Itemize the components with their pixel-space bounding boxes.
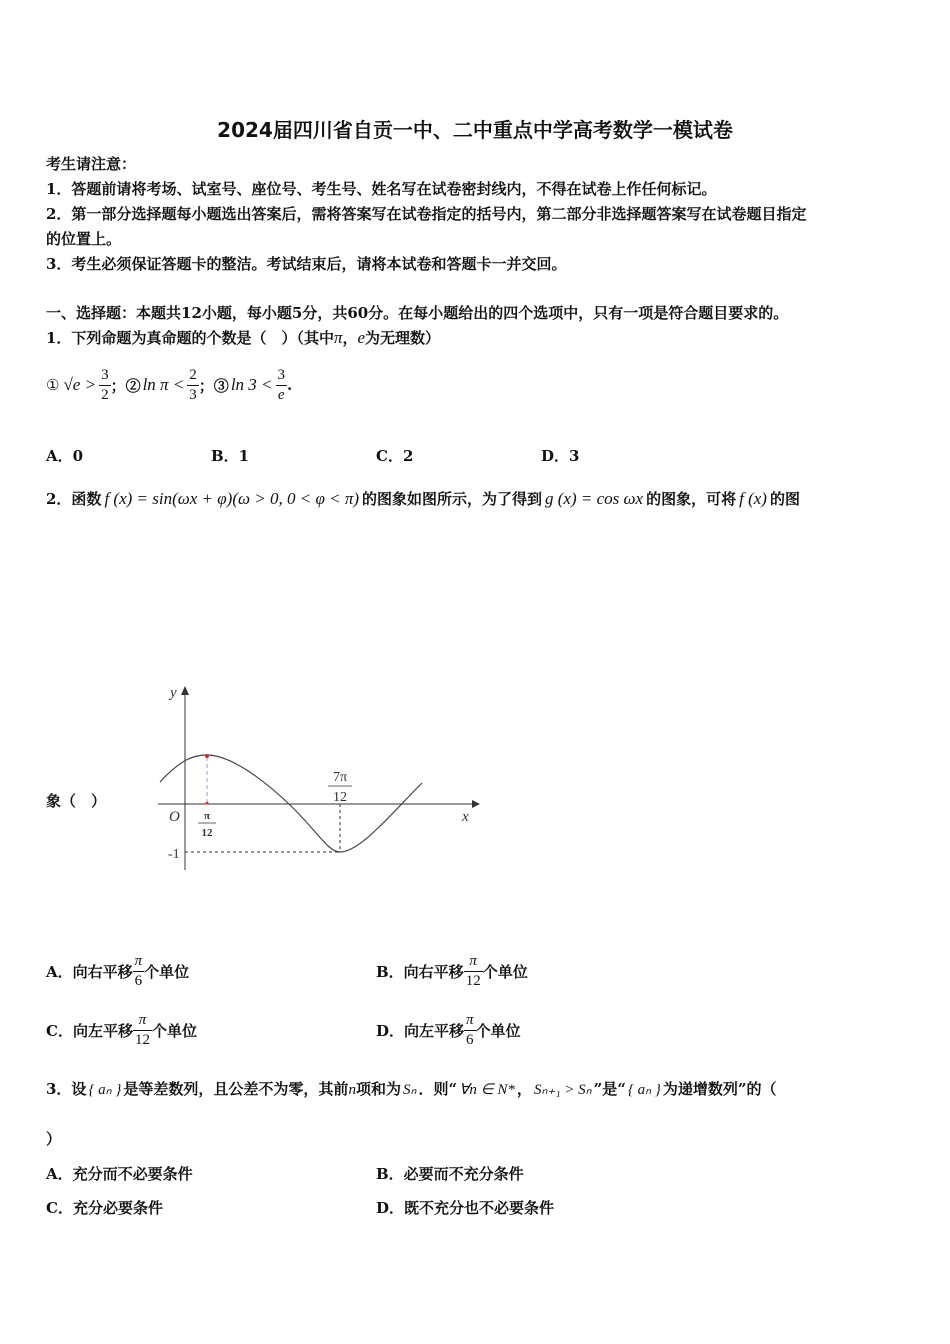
q1-p2-den: 3 xyxy=(189,386,197,403)
notice-item-2: 2．第一部分选择题每小题选出答案后，需将答案写在试卷指定的括号内，第二部分非选择题答案写在试卷题目指定 xyxy=(46,205,807,223)
tick2-den: 12 xyxy=(333,790,347,805)
q2-option-c-frac xyxy=(133,1011,152,1050)
q3-an: { aₙ } xyxy=(88,1082,122,1098)
q2-option-b-den: 12 xyxy=(465,972,481,989)
q1-p3-den: e xyxy=(277,386,285,403)
q3-option-a[interactable]: A．充分而不必要条件 xyxy=(46,1165,193,1183)
q3-option-b[interactable]: B．必要而不充分条件 xyxy=(376,1165,524,1183)
tick1-num: π xyxy=(203,810,211,822)
q2-f-short: f (x) xyxy=(739,489,767,508)
q3-option-d[interactable]: D．既不充分也不必要条件 xyxy=(376,1199,555,1217)
q3-stem-f: 为递增数列”的（ xyxy=(662,1080,777,1098)
q2-f-expr: f (x) = sin(ωx + φ)(ω > 0, 0 < φ < π) xyxy=(104,489,359,508)
q2-option-b-pre: B．向右平移 xyxy=(376,962,464,981)
y-label: y xyxy=(170,685,177,701)
q2-stem-cont: 象（ ） xyxy=(46,792,107,810)
q3-cond2: Sₙ₊₁ > Sₙ xyxy=(533,1082,592,1098)
q3-sn: Sₙ xyxy=(402,1082,417,1098)
q2-g-expr: g (x) = cos ωx xyxy=(545,489,644,508)
q1-option-b[interactable]: B．1 xyxy=(211,447,250,465)
q1-p3-frac xyxy=(276,366,288,405)
q1-sep2: ；③ xyxy=(198,376,229,395)
x-axis-arrow xyxy=(472,800,480,808)
q2-option-d-den: 6 xyxy=(466,1031,474,1048)
q1-e: e xyxy=(357,328,366,347)
page-title: 2024届四川省自贡一中、二中重点中学高考数学一模试卷 xyxy=(217,118,733,142)
q1-propositions xyxy=(46,362,292,408)
q1-p2-expr: ln π < xyxy=(142,375,185,394)
q2-option-b-post: 个单位 xyxy=(482,962,528,981)
q3-option-c[interactable]: C．充分必要条件 xyxy=(46,1199,163,1217)
q2-stem-a: 2．函数 xyxy=(46,490,102,508)
q3-n: n xyxy=(348,1082,356,1098)
notice-heading: 考生请注意： xyxy=(46,155,137,173)
q2-option-d-frac xyxy=(464,1011,476,1050)
q2-option-c-num: π xyxy=(133,1011,152,1031)
tick1-den: 12 xyxy=(201,827,213,839)
q3-cond1: ∀n ∈ N* xyxy=(459,1082,515,1098)
q3-stem-c: 项和为 xyxy=(355,1080,401,1098)
q3-stem-e: ”是“ xyxy=(593,1080,626,1098)
q2-option-d-pre: D．向左平移 xyxy=(376,1021,465,1040)
q2-stem-d: 的图 xyxy=(769,490,800,508)
min-label: -1 xyxy=(168,847,180,862)
x-label: x xyxy=(462,809,469,825)
q1-p2-num: 2 xyxy=(187,366,199,386)
q1-pi: π xyxy=(333,328,343,347)
q1-p2-frac xyxy=(187,366,199,405)
q1-sep1: ；② xyxy=(110,376,141,395)
q1-stem-a: 1．下列命题为真命题的个数是（ ）（其中 xyxy=(46,329,334,347)
q1-option-d[interactable]: D．3 xyxy=(541,447,580,465)
q2-option-a-num: π xyxy=(133,952,145,972)
origin-label: O xyxy=(169,809,180,825)
q1-p3-expr: ln 3 < xyxy=(230,375,273,394)
y-axis-arrow xyxy=(181,686,189,695)
q3-stem-cont: ） xyxy=(46,1130,62,1148)
section-heading: 一、选择题：本题共12小题，每小题5分，共60分。在每小题给出的四个选项中，只有一项是符合题目要求的。 xyxy=(46,304,789,322)
q1-p1-expr: √e > xyxy=(63,375,97,394)
q1-p1-den: 2 xyxy=(101,386,109,403)
notice-item-3: 3．考生必须保证答题卡的整洁。考试结束后，请将本试卷和答题卡一并交回。 xyxy=(46,255,567,273)
q3-comma: ， xyxy=(516,1080,532,1098)
q2-option-b-num: π xyxy=(464,952,483,972)
tick2-num: 7π xyxy=(332,770,348,785)
q1-stem xyxy=(46,327,440,348)
q2-option-a-frac xyxy=(133,952,145,991)
q1-p3-num: 3 xyxy=(276,366,288,386)
q2-stem-c: 的图象，可将 xyxy=(646,490,737,508)
q2-option-b[interactable] xyxy=(376,951,528,991)
q3-stem-b: 是等差数列，且公差不为零，其前 xyxy=(123,1080,349,1098)
q3-an2: { aₙ } xyxy=(627,1082,661,1098)
q2-option-a-pre: A．向右平移 xyxy=(46,962,133,981)
q1-p1-frac xyxy=(99,366,111,405)
q1-option-c[interactable]: C．2 xyxy=(376,447,414,465)
q2-option-a[interactable] xyxy=(46,951,189,991)
q2-option-d[interactable] xyxy=(376,1010,521,1050)
q3-stem-a: 3．设 xyxy=(46,1080,87,1098)
notice-item-1: 1．答题前请将考场、试室号、座位号、考生号、姓名写在试卷密封线内，不得在试卷上作任何标记。 xyxy=(46,180,717,198)
notice-item-2-cont: 的位置上。 xyxy=(46,230,122,248)
q3-stem xyxy=(46,1078,777,1099)
q1-p1-num: 3 xyxy=(99,366,111,386)
q2-option-d-num: π xyxy=(464,1011,476,1031)
q2-graph xyxy=(150,675,490,875)
q1-option-a[interactable]: A．0 xyxy=(46,447,84,465)
q1-comma: ， xyxy=(342,329,358,347)
q2-stem xyxy=(46,488,800,509)
q2-option-b-frac xyxy=(464,952,483,991)
q2-option-c-post: 个单位 xyxy=(151,1021,197,1040)
q3-stem-d: ．则“ xyxy=(418,1080,458,1098)
q1-end: . xyxy=(287,376,293,394)
q2-option-c-pre: C．向左平移 xyxy=(46,1021,133,1040)
q2-option-a-post: 个单位 xyxy=(144,962,190,981)
q2-option-d-post: 个单位 xyxy=(475,1021,521,1040)
max-point xyxy=(205,754,209,758)
max-foot xyxy=(206,802,209,805)
q1-stem-b: 为无理数） xyxy=(365,329,441,347)
q2-option-a-den: 6 xyxy=(134,972,143,989)
q2-option-c-den: 12 xyxy=(134,1031,150,1048)
q2-option-c[interactable] xyxy=(46,1010,197,1050)
q2-stem-b: 的图象如图所示，为了得到 xyxy=(362,490,543,508)
q1-p1-label: ① xyxy=(46,377,60,394)
